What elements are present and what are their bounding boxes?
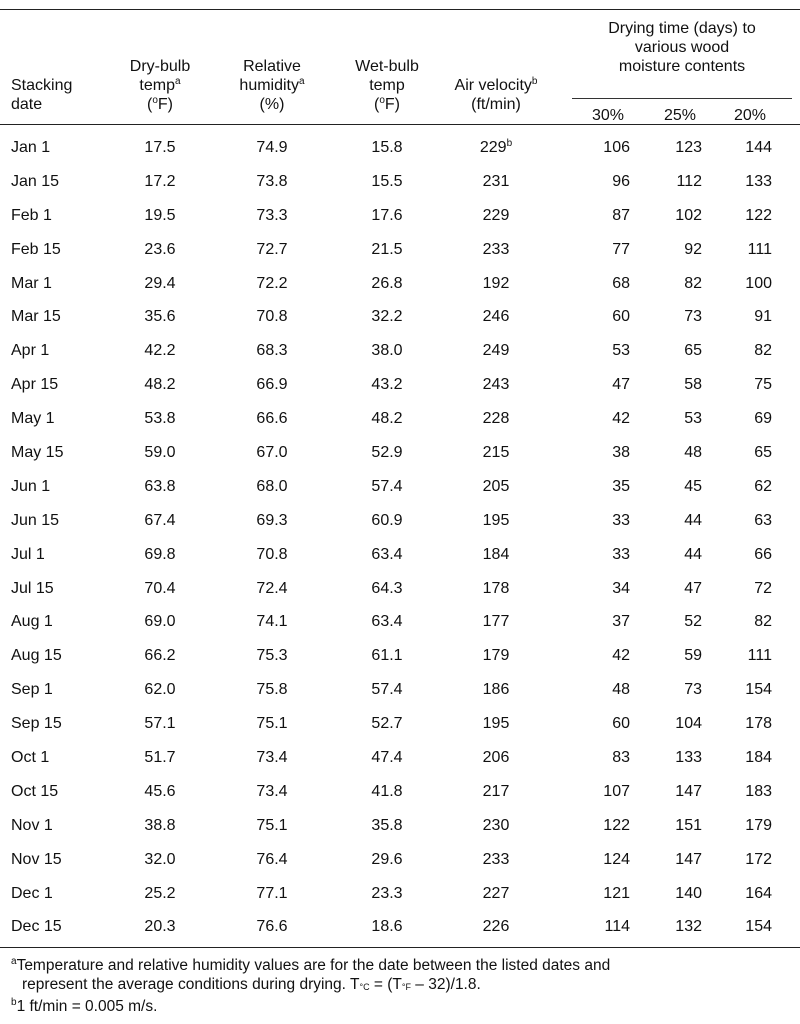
cell-wet-bulb: 57.4: [371, 681, 403, 699]
cell-drying-20: 82: [754, 613, 772, 631]
cell-drying-25: 151: [675, 816, 702, 834]
cell-relative-humidity: 76.6: [256, 918, 288, 936]
header-drying-line2: various wood: [634, 39, 730, 56]
header-dry-bulb-unit: [115, 95, 205, 114]
cell-air-velocity: 195: [482, 715, 510, 733]
table-row: [0, 299, 800, 333]
cell-relative-humidity: 72.2: [256, 274, 288, 292]
cell-air-velocity: 205: [482, 477, 510, 495]
cell-relative-humidity: 68.3: [256, 342, 288, 360]
cell-relative-humidity: 73.8: [256, 172, 288, 190]
cell-drying-30: 114: [604, 918, 630, 936]
table-row: [0, 876, 800, 910]
cell-drying-20: 154: [745, 918, 772, 936]
unit-fahrenheit: F): [157, 96, 173, 113]
header-dry-bulb-line2: [115, 76, 205, 95]
cell-drying-25: 82: [684, 274, 702, 292]
cell-drying-20: 122: [745, 206, 772, 224]
cell-air-velocity: 227: [482, 884, 510, 902]
cell-dry-bulb: 67.4: [144, 511, 176, 529]
cell-wet-bulb: 17.6: [371, 206, 403, 224]
table-body: [0, 130, 800, 943]
cell-wet-bulb: 23.3: [371, 884, 403, 902]
cell-drying-25: 59: [684, 647, 702, 665]
cell-drying-30: 48: [612, 681, 630, 699]
cell-drying-25: 132: [675, 918, 702, 936]
footnote-ref-b: b: [531, 76, 538, 87]
footnote-ref-a: a: [175, 76, 181, 87]
cell-stacking-date: Apr 15: [11, 376, 59, 394]
cell-stacking-date: Feb 1: [11, 206, 52, 224]
table-row: [0, 164, 800, 198]
cell-wet-bulb: 61.1: [371, 647, 403, 665]
cell-dry-bulb: 69.0: [144, 613, 176, 631]
table-row: [0, 198, 800, 232]
cell-drying-30: 34: [612, 579, 630, 597]
cell-air-velocity: [466, 138, 526, 157]
header-relative-humidity: [227, 57, 317, 114]
cell-wet-bulb: 15.8: [371, 139, 403, 156]
cell-drying-30: 83: [612, 749, 630, 767]
cell-drying-30: 33: [612, 545, 630, 563]
cell-air-velocity: 233: [482, 850, 510, 868]
header-air-line1: [446, 76, 546, 95]
cell-dry-bulb: 25.2: [144, 884, 176, 902]
cell-drying-30: 42: [612, 410, 630, 428]
cell-drying-25: 48: [684, 444, 702, 462]
cell-drying-20: 69: [754, 410, 772, 428]
cell-dry-bulb: 19.5: [144, 206, 176, 224]
cell-air-velocity: 217: [482, 782, 510, 800]
cell-stacking-date: Aug 15: [11, 647, 62, 665]
cell-drying-20: 133: [745, 172, 772, 190]
cell-drying-20: 184: [745, 749, 772, 767]
footnote-a-marker: a: [11, 956, 17, 967]
table-row: [0, 266, 800, 300]
cell-drying-25: 102: [675, 206, 702, 224]
cell-dry-bulb: 35.6: [144, 308, 176, 326]
cell-wet-bulb: 57.4: [371, 477, 403, 495]
table-row: [0, 774, 800, 808]
cell-drying-20: 183: [745, 782, 772, 800]
cell-stacking-date: Nov 1: [11, 816, 53, 834]
cell-stacking-date: Jan 1: [11, 139, 51, 156]
cell-dry-bulb: 53.8: [144, 410, 176, 428]
bottom-rule: [0, 947, 800, 948]
cell-drying-25: 147: [675, 850, 702, 868]
cell-drying-30: 33: [612, 511, 630, 529]
cell-wet-bulb: 18.6: [371, 918, 403, 936]
cell-wet-bulb: 29.6: [371, 850, 403, 868]
degree-mark: o: [152, 95, 158, 106]
table-row: [0, 401, 800, 435]
cell-relative-humidity: 72.7: [256, 240, 288, 258]
header-air-unit: (ft/min): [471, 96, 521, 113]
cell-drying-30: 42: [612, 647, 630, 665]
cell-drying-30: 107: [603, 782, 630, 800]
cell-drying-25: 147: [675, 782, 702, 800]
cell-wet-bulb: 52.7: [371, 715, 403, 733]
cell-drying-20: 100: [745, 274, 772, 292]
footnote-ref-b: b: [506, 138, 513, 149]
footnote-a-line1: Temperature and relative humidity values are for the date between the listed dates and: [16, 957, 611, 974]
cell-drying-25: 92: [684, 240, 702, 258]
cell-drying-20: 111: [747, 240, 772, 258]
header-wet-bulb-line1: Wet-bulb: [355, 58, 419, 75]
cell-air-velocity: 230: [482, 816, 510, 834]
subscript-celsius: °C: [359, 982, 370, 992]
header-drying-line1: Drying time (days) to: [608, 20, 756, 37]
table-row: [0, 740, 800, 774]
cell-stacking-date: May 1: [11, 410, 55, 428]
cell-stacking-date: Jun 15: [11, 511, 60, 529]
cell-relative-humidity: 77.1: [256, 884, 288, 902]
subscript-fahrenheit: °F: [401, 982, 411, 992]
table-row: [0, 333, 800, 367]
cell-air-velocity: 206: [482, 749, 510, 767]
header-dry-bulb-temp: temp: [139, 77, 175, 94]
cell-air-velocity: 233: [482, 240, 510, 258]
header-rule: [0, 124, 800, 125]
table-row: [0, 469, 800, 503]
header-stacking-date-line2: date: [11, 96, 43, 113]
footnote-b: [11, 997, 791, 1016]
cell-drying-30: 37: [612, 613, 630, 631]
cell-drying-30: 35: [612, 477, 630, 495]
cell-wet-bulb: 63.4: [371, 613, 403, 631]
cell-stacking-date: Jun 1: [11, 477, 51, 495]
cell-wet-bulb: 35.8: [371, 816, 403, 834]
footnote-a: [11, 956, 791, 975]
header-dry-bulb-line1: Dry-bulb: [129, 58, 191, 75]
cell-dry-bulb: 70.4: [144, 579, 176, 597]
cell-relative-humidity: 66.6: [256, 410, 288, 428]
cell-stacking-date: Sep 15: [11, 715, 62, 733]
cell-relative-humidity: 66.9: [256, 376, 288, 394]
cell-drying-25: 52: [684, 613, 702, 631]
cell-dry-bulb: 38.8: [144, 816, 176, 834]
cell-air-velocity: 231: [482, 172, 510, 190]
footnote-a-text-pre: represent the average conditions during drying. T: [22, 976, 360, 993]
cell-dry-bulb: 29.4: [144, 274, 176, 292]
header-wet-bulb-unit: [342, 95, 432, 114]
cell-drying-25: 73: [684, 308, 702, 326]
cell-relative-humidity: 69.3: [256, 511, 288, 529]
header-dry-bulb: [115, 57, 205, 114]
header-rh-line2: [227, 76, 317, 95]
header-rh-line1: Relative: [243, 58, 301, 75]
cell-stacking-date: Aug 1: [11, 613, 53, 631]
cell-air-velocity: 243: [482, 376, 510, 394]
cell-drying-30: 106: [603, 139, 630, 156]
cell-drying-25: 58: [684, 376, 702, 394]
header-rh-unit: (%): [259, 96, 285, 113]
cell-stacking-date: Mar 1: [11, 274, 52, 292]
cell-drying-25: 140: [675, 884, 702, 902]
unit-open-paren: (: [147, 96, 153, 113]
cell-drying-25: 53: [684, 410, 702, 428]
cell-dry-bulb: 23.6: [144, 240, 176, 258]
table-row: [0, 909, 800, 943]
cell-air-velocity: 177: [482, 613, 510, 631]
cell-relative-humidity: 73.3: [256, 206, 288, 224]
header-rh-humidity: humidity: [239, 77, 299, 94]
cell-drying-25: 65: [684, 342, 702, 360]
cell-air-velocity: 179: [482, 647, 510, 665]
cell-drying-30: 87: [612, 206, 630, 224]
cell-drying-30: 96: [612, 172, 630, 190]
cell-air-velocity: 226: [482, 918, 510, 936]
cell-drying-30: 53: [612, 342, 630, 360]
footnotes: [11, 956, 791, 1016]
table-row: [0, 706, 800, 740]
table-row: [0, 808, 800, 842]
cell-drying-20: 111: [747, 647, 772, 665]
cell-drying-20: 172: [745, 850, 772, 868]
cell-drying-20: 72: [754, 579, 772, 597]
cell-drying-25: 44: [684, 511, 702, 529]
footnote-a-text-post: – 32)/1.8.: [411, 976, 481, 993]
cell-wet-bulb: 60.9: [371, 511, 403, 529]
cell-drying-25: 123: [675, 139, 702, 156]
cell-air-velocity: 195: [482, 511, 510, 529]
cell-drying-25: 73: [684, 681, 702, 699]
cell-relative-humidity: 73.4: [256, 749, 288, 767]
cell-air-velocity: 192: [482, 274, 510, 292]
cell-drying-30: 47: [612, 376, 630, 394]
cell-relative-humidity: 75.1: [256, 816, 288, 834]
cell-stacking-date: Jul 1: [11, 545, 45, 563]
footnote-a-text-mid: = (T: [369, 976, 402, 993]
table-row: [0, 503, 800, 537]
cell-wet-bulb: 21.5: [371, 240, 403, 258]
cell-relative-humidity: 68.0: [256, 477, 288, 495]
cell-wet-bulb: 32.2: [371, 308, 403, 326]
header-drying-time: [572, 19, 792, 76]
cell-stacking-date: Jul 15: [11, 579, 54, 597]
cell-air-velocity: 228: [482, 410, 510, 428]
cell-wet-bulb: 41.8: [371, 782, 403, 800]
header-stacking-date: [11, 76, 72, 114]
table-row: [0, 638, 800, 672]
cell-dry-bulb: 69.8: [144, 545, 176, 563]
table-row: [0, 232, 800, 266]
cell-relative-humidity: 73.4: [256, 782, 288, 800]
cell-drying-20: 154: [745, 681, 772, 699]
footnote-b-marker: b: [11, 997, 17, 1008]
cell-dry-bulb: 59.0: [144, 444, 176, 462]
unit-open-paren: (: [374, 96, 380, 113]
table-row: [0, 435, 800, 469]
cell-dry-bulb: 42.2: [144, 342, 176, 360]
cell-relative-humidity: 75.3: [256, 647, 288, 665]
header-moisture-20: 20%: [733, 107, 767, 124]
cell-wet-bulb: 52.9: [371, 444, 403, 462]
cell-drying-20: 65: [754, 444, 772, 462]
cell-dry-bulb: 51.7: [144, 749, 176, 767]
cell-dry-bulb: 17.5: [144, 139, 176, 156]
cell-stacking-date: Dec 1: [11, 884, 53, 902]
cell-relative-humidity: 72.4: [256, 579, 288, 597]
cell-drying-25: 44: [684, 545, 702, 563]
cell-drying-30: 68: [612, 274, 630, 292]
cell-stacking-date: Oct 1: [11, 749, 50, 767]
cell-dry-bulb: 20.3: [144, 918, 176, 936]
header-wet-bulb: [342, 57, 432, 114]
unit-fahrenheit: F): [384, 96, 400, 113]
cell-drying-25: 133: [675, 749, 702, 767]
cell-drying-20: 62: [754, 477, 772, 495]
cell-dry-bulb: 32.0: [144, 850, 176, 868]
cell-stacking-date: Mar 15: [11, 308, 61, 326]
cell-drying-20: 144: [745, 139, 772, 156]
degree-mark: o: [379, 95, 385, 106]
cell-wet-bulb: 43.2: [371, 376, 403, 394]
header-air-velocity: [446, 76, 546, 114]
cell-air-velocity: 249: [482, 342, 510, 360]
cell-drying-30: 121: [603, 884, 630, 902]
footnote-ref-a: a: [299, 76, 305, 87]
cell-stacking-date: Oct 15: [11, 782, 59, 800]
cell-stacking-date: Sep 1: [11, 681, 53, 699]
cell-dry-bulb: 48.2: [144, 376, 176, 394]
cell-drying-20: 75: [754, 376, 772, 394]
cell-stacking-date: Dec 15: [11, 918, 62, 936]
cell-drying-20: 82: [754, 342, 772, 360]
cell-drying-30: 38: [612, 444, 630, 462]
cell-air-velocity: 178: [482, 579, 510, 597]
cell-drying-20: 179: [745, 816, 772, 834]
cell-drying-20: 91: [754, 308, 772, 326]
cell-relative-humidity: 70.8: [256, 545, 288, 563]
cell-wet-bulb: 26.8: [371, 274, 403, 292]
cell-drying-20: 63: [754, 511, 772, 529]
cell-drying-25: 45: [684, 477, 702, 495]
header-drying-line3: moisture contents: [618, 58, 746, 75]
cell-relative-humidity: 67.0: [256, 444, 288, 462]
cell-wet-bulb: 48.2: [371, 410, 403, 428]
cell-drying-25: 112: [676, 172, 702, 190]
cell-air-velocity: 215: [482, 444, 510, 462]
cell-stacking-date: Jan 15: [11, 172, 60, 190]
cell-wet-bulb: 47.4: [371, 749, 403, 767]
cell-wet-bulb: 64.3: [371, 579, 403, 597]
header-air-label: Air velocity: [454, 77, 532, 94]
cell-wet-bulb: 63.4: [371, 545, 403, 563]
cell-dry-bulb: 62.0: [144, 681, 176, 699]
cell-drying-30: 122: [603, 816, 630, 834]
cell-relative-humidity: 75.8: [256, 681, 288, 699]
cell-dry-bulb: 17.2: [144, 172, 176, 190]
cell-wet-bulb: 15.5: [371, 172, 403, 190]
cell-relative-humidity: 75.1: [256, 715, 288, 733]
cell-air-velocity: 184: [482, 545, 510, 563]
cell-relative-humidity: 74.1: [256, 613, 288, 631]
cell-air-velocity-value: 229: [479, 139, 507, 156]
cell-drying-30: 60: [612, 308, 630, 326]
cell-drying-20: 178: [745, 715, 772, 733]
header-stacking-date-line1: Stacking: [11, 77, 73, 94]
cell-stacking-date: May 15: [11, 444, 64, 462]
cell-drying-20: 66: [754, 545, 772, 563]
table-header: [0, 10, 800, 122]
table-row: [0, 537, 800, 571]
cell-wet-bulb: 38.0: [371, 342, 403, 360]
header-moisture-25: 25%: [663, 107, 697, 124]
cell-relative-humidity: 76.4: [256, 850, 288, 868]
footnote-b-text: 1 ft/min = 0.005 m/s.: [16, 998, 158, 1015]
cell-drying-20: 164: [745, 884, 772, 902]
cell-dry-bulb: 45.6: [144, 782, 176, 800]
footnote-a-line2: [11, 975, 791, 997]
cell-drying-30: 124: [603, 850, 630, 868]
cell-dry-bulb: 57.1: [144, 715, 176, 733]
cell-drying-25: 47: [684, 579, 702, 597]
cell-drying-25: 104: [675, 715, 702, 733]
cell-relative-humidity: 74.9: [256, 139, 288, 156]
table-row: [0, 367, 800, 401]
table-row: [0, 672, 800, 706]
spanner-rule: [572, 98, 792, 99]
cell-stacking-date: Apr 1: [11, 342, 50, 360]
cell-air-velocity: 186: [482, 681, 510, 699]
cell-drying-30: 60: [612, 715, 630, 733]
cell-stacking-date: Nov 15: [11, 850, 62, 868]
table-row: [0, 842, 800, 876]
cell-dry-bulb: 63.8: [144, 477, 176, 495]
cell-dry-bulb: 66.2: [144, 647, 176, 665]
cell-relative-humidity: 70.8: [256, 308, 288, 326]
cell-air-velocity: 229: [482, 206, 510, 224]
table-row: [0, 130, 800, 164]
cell-air-velocity: 246: [482, 308, 510, 326]
cell-drying-30: 77: [612, 240, 630, 258]
header-wet-bulb-line2: temp: [369, 77, 405, 94]
header-moisture-30: 30%: [591, 107, 625, 124]
cell-stacking-date: Feb 15: [11, 240, 61, 258]
table-row: [0, 604, 800, 638]
table-row: [0, 571, 800, 605]
